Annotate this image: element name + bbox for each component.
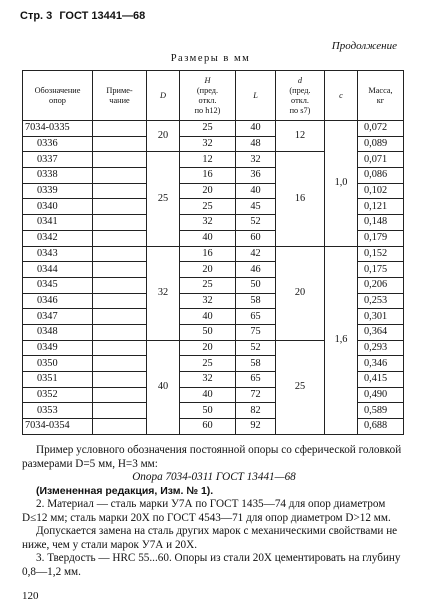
table-row [23,246,404,262]
continuation-label: Продолжение [331,40,397,52]
mass-cell: 0,490 [358,387,404,403]
note-cell [93,387,147,403]
sizes-caption: Размеры в мм [170,53,251,64]
designation-cell: 0347 [23,309,93,325]
H-cell: 40 [180,230,236,246]
mass-cell: 0,206 [358,277,404,293]
designation-cell: 0336 [23,136,93,152]
mass-cell: 0,301 [358,309,404,325]
H-cell: 20 [180,262,236,278]
d-cell: 20 [276,246,325,340]
designation-cell: 0346 [23,293,93,309]
example-intro: Пример условного обозначения постоянной опоры со сферической головкой размерами D=5 мм, H=3 мм: [22,444,402,470]
H-cell: 40 [180,387,236,403]
header-L: L [236,71,276,121]
mass-cell: 0,089 [358,136,404,152]
note-cell [93,262,147,278]
designation-cell: 0343 [23,246,93,262]
note-cell [93,230,147,246]
c-cell: 1,6 [325,246,358,434]
designation-cell: 0353 [23,403,93,419]
mass-cell: 0,086 [358,168,404,184]
H-cell: 50 [180,324,236,340]
L-cell: 82 [236,403,276,419]
note-cell [93,152,147,168]
mass-cell: 0,346 [358,356,404,372]
header-c: c [325,71,358,121]
mass-cell: 0,589 [358,403,404,419]
designation-cell: 7034-0354 [23,419,93,435]
mass-cell: 0,364 [358,324,404,340]
note-cell [93,293,147,309]
note-cell [93,277,147,293]
mass-cell: 0,071 [358,152,404,168]
L-cell: 36 [236,168,276,184]
L-cell: 65 [236,372,276,388]
page-number: 120 [22,590,39,602]
material-note: 2. Материал — сталь марки У7А по ГОСТ 1435—74 для опор диаметром D≤12 мм; сталь марки 20Х по ГОСТ 4543—71 для опор диаметром D>12 мм. [22,498,391,524]
mass-cell: 0,175 [358,262,404,278]
note-cell [93,183,147,199]
designation-cell: 0349 [23,340,93,356]
D-cell: 32 [147,246,180,340]
hardness-note: 3. Твердость — HRC 55...60. Опоры из стали 20Х цементировать на глубину 0,8—1,2 мм. [22,552,401,578]
D-cell: 20 [147,121,180,152]
table-header-row [23,71,404,121]
H-cell: 25 [180,199,236,215]
H-cell: 16 [180,168,236,184]
substitution-note: Допускается замена на сталь других марок с механическими свойствами не ниже, чем у стали марок У7А и 20Х. [22,525,398,551]
designation-cell: 0350 [23,356,93,372]
example-designation: Опора 7034-0311 ГОСТ 13441—68 [132,471,296,483]
note-cell [93,168,147,184]
mass-cell: 0,152 [358,246,404,262]
L-cell: 45 [236,199,276,215]
table-row [23,121,404,137]
mass-cell: 0,179 [358,230,404,246]
mass-cell: 0,072 [358,121,404,137]
L-cell: 92 [236,419,276,435]
header-H: H (пред. откл. по h12) [180,71,236,121]
H-cell: 25 [180,277,236,293]
L-cell: 72 [236,387,276,403]
H-cell: 32 [180,372,236,388]
H-cell: 16 [180,246,236,262]
note-cell [93,403,147,419]
L-cell: 32 [236,152,276,168]
page-label: Стр. 3 [20,10,53,22]
L-cell: 40 [236,183,276,199]
note-cell [93,246,147,262]
header-mass: Масса, кг [358,71,404,121]
L-cell: 58 [236,356,276,372]
L-cell: 58 [236,293,276,309]
H-cell: 20 [180,340,236,356]
mass-cell: 0,121 [358,199,404,215]
header-note: Приме- чание [93,71,147,121]
header-D: D [147,71,180,121]
designation-cell: 0339 [23,183,93,199]
L-cell: 40 [236,121,276,137]
designation-cell: 0342 [23,230,93,246]
note-cell [93,356,147,372]
L-cell: 50 [236,277,276,293]
page-header [20,10,145,22]
H-cell: 25 [180,356,236,372]
notes-block [22,444,406,579]
H-cell: 40 [180,309,236,325]
L-cell: 42 [236,246,276,262]
H-cell: 60 [180,419,236,435]
D-cell: 40 [147,340,180,434]
mass-cell: 0,415 [358,372,404,388]
H-cell: 50 [180,403,236,419]
note-cell [93,215,147,231]
amendment-note: (Измененная редакция, Изм. № 1). [36,484,214,497]
designation-cell: 0345 [23,277,93,293]
note-cell [93,121,147,137]
designation-cell: 0337 [23,152,93,168]
note-cell [93,324,147,340]
L-cell: 60 [236,230,276,246]
L-cell: 52 [236,215,276,231]
mass-cell: 0,253 [358,293,404,309]
d-cell: 12 [276,121,325,152]
L-cell: 48 [236,136,276,152]
note-cell [93,309,147,325]
H-cell: 32 [180,293,236,309]
note-cell [93,340,147,356]
note-cell [93,136,147,152]
L-cell: 46 [236,262,276,278]
designation-cell: 0352 [23,387,93,403]
H-cell: 32 [180,215,236,231]
L-cell: 65 [236,309,276,325]
L-cell: 75 [236,324,276,340]
mass-cell: 0,688 [358,419,404,435]
standard-number: ГОСТ 13441—68 [59,10,146,22]
designation-cell: 0338 [23,168,93,184]
mass-cell: 0,102 [358,183,404,199]
H-cell: 12 [180,152,236,168]
D-cell: 25 [147,152,180,246]
designation-cell: 0348 [23,324,93,340]
header-d: d (пред. откл. по s7) [276,71,325,121]
note-cell [93,419,147,435]
designation-cell: 7034-0335 [23,121,93,137]
d-cell: 16 [276,152,325,246]
mass-cell: 0,293 [358,340,404,356]
mass-cell: 0,148 [358,215,404,231]
header-designation: Обозначение опор [23,71,93,121]
designation-cell: 0340 [23,199,93,215]
designation-cell: 0351 [23,372,93,388]
note-cell [93,372,147,388]
H-cell: 25 [180,121,236,137]
H-cell: 20 [180,183,236,199]
H-cell: 32 [180,136,236,152]
dimensions-table [22,70,404,435]
note-cell [93,199,147,215]
designation-cell: 0344 [23,262,93,278]
table-body [23,121,404,435]
d-cell: 25 [276,340,325,434]
L-cell: 52 [236,340,276,356]
c-cell: 1,0 [325,121,358,247]
designation-cell: 0341 [23,215,93,231]
